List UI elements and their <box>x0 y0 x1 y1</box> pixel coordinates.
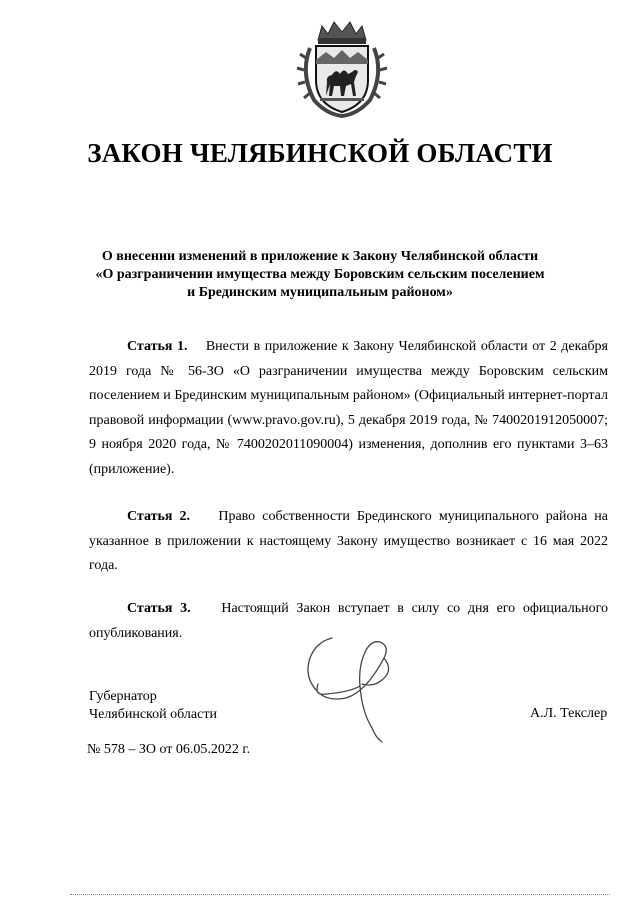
article-1-text: Внести в приложение к Закону Челябинской области от 2 декабря 2019 года № 56-ЗО «О разграничении имущества между Боровским сельским поселением и Брединским муниципальным районом» (Официальный интернет-портал правовой информации (www.pravo.gov.ru), 5 декабря 2019 года, № 7400201912050007; 9 ноября 2020 года, № 7400202011090004) изменения, дополнив его пунктами 3–63 (приложение). <box>89 339 609 477</box>
governor-position-line-1: Губернатор <box>89 689 157 704</box>
governor-position-line-2: Челябинской области <box>89 707 217 722</box>
document-title: ЗАКОН ЧЕЛЯБИНСКОЙ ОБЛАСТИ <box>87 138 553 168</box>
law-number: № 578 – ЗО от 06.05.2022 г. <box>87 742 251 757</box>
coat-of-arms-icon <box>296 18 388 118</box>
governor-name: А.Л. Текслер <box>530 706 608 721</box>
governor-position <box>89 688 217 724</box>
article-2-text: Право собственности Брединского муниципального района на указанное в приложении к настоящему Закону имущество возникает с 16 мая 2022 года. <box>89 509 608 573</box>
handwritten-signature <box>296 628 411 745</box>
footer-divider <box>70 894 610 895</box>
subtitle-line-2: «О разграничении имущества между Боровским сельским поселением <box>95 267 545 282</box>
subtitle-line-3: и Брединским муниципальным районом» <box>187 285 453 300</box>
subtitle-line-1: О внесении изменений в приложение к Закону Челябинской области <box>101 249 539 264</box>
document-subtitle <box>60 248 580 302</box>
article-2 <box>89 505 608 579</box>
article-3-text: Настоящий Закон вступает в силу со дня его официального опубликования. <box>89 601 608 641</box>
article-1 <box>89 335 608 482</box>
article-2-label: Статья 2. <box>127 509 191 524</box>
article-1-label: Статья 1. <box>127 339 188 354</box>
article-3-label: Статья 3. <box>127 601 191 616</box>
